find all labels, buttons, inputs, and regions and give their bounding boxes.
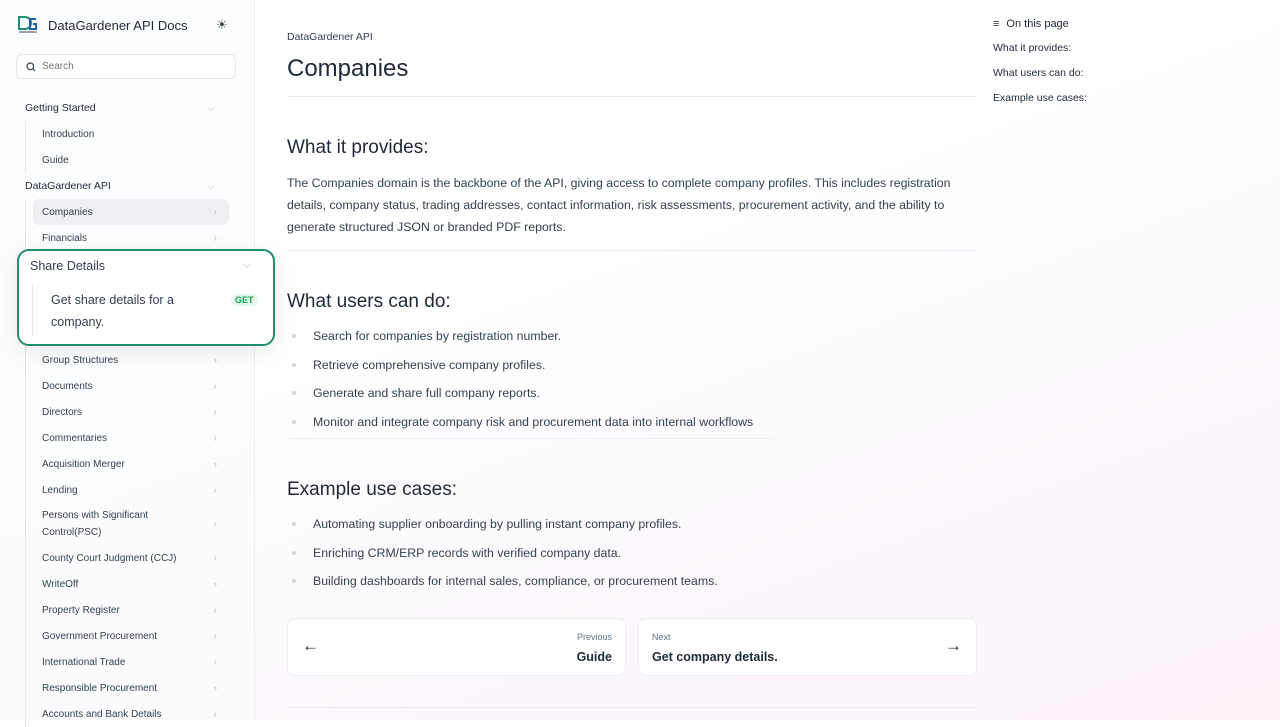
sidebar-item[interactable]: [33, 451, 229, 477]
item-label: Property Register: [42, 604, 120, 616]
toc-link[interactable]: Example use cases:: [993, 92, 1087, 104]
sidebar-nav: [16, 95, 229, 727]
sidebar-item-guide[interactable]: [33, 147, 229, 173]
item-label: Commentaries: [42, 432, 108, 444]
sidebar-item[interactable]: [33, 373, 229, 399]
divider: [287, 250, 977, 251]
item-label: WriteOff: [42, 578, 79, 590]
chevron-down-icon[interactable]: ⌵: [242, 259, 251, 271]
chevron-right-icon: ›: [213, 552, 217, 564]
list-item: Enriching CRM/ERP records with verified company data.: [287, 539, 718, 568]
chevron-right-icon: ›: [213, 484, 217, 496]
item-label: Introduction: [42, 128, 95, 140]
section-heading: Example use cases:: [287, 479, 458, 500]
sidebar-item[interactable]: [33, 675, 229, 701]
endpoint-get-share-details[interactable]: Get share details for a company.: [51, 293, 174, 329]
list-item: Generate and share full company reports.: [287, 379, 753, 408]
divider: [287, 96, 977, 97]
chevron-right-icon: ›: [213, 232, 217, 244]
search-box[interactable]: [16, 54, 236, 79]
sidebar-item[interactable]: [33, 425, 229, 451]
search-icon: [26, 62, 36, 72]
sidebar-item[interactable]: [33, 649, 229, 675]
sidebar-item[interactable]: [33, 701, 229, 727]
list-item: Retrieve comprehensive company profiles.: [287, 351, 753, 380]
sidebar-item-introduction[interactable]: [33, 121, 229, 147]
list-item: Monitor and integrate company risk and procurement data into internal workflows: [287, 408, 753, 437]
item-label: Responsible Procurement: [42, 682, 158, 694]
chevron-right-icon: ›: [213, 578, 217, 590]
breadcrumb[interactable]: DataGardener API: [287, 31, 373, 43]
toc-link[interactable]: What it provides:: [993, 42, 1072, 54]
item-label: Guide: [42, 154, 69, 166]
group-label: Getting Started: [25, 102, 96, 114]
chevron-right-icon: ›: [213, 432, 217, 444]
item-label: Financials: [42, 232, 88, 244]
item-label: Persons with Significant Control(PSC): [42, 510, 149, 538]
section-heading: What users can do:: [287, 291, 451, 312]
chevron-right-icon: ›: [213, 656, 217, 668]
users-can-do-list: [287, 322, 753, 436]
prev-title: Guide: [576, 650, 612, 664]
brand[interactable]: [18, 15, 187, 35]
item-label: Government Procurement: [42, 630, 158, 642]
prev-label: Previous: [576, 632, 612, 642]
item-label: Lending: [42, 484, 78, 496]
sidebar-item-companies[interactable]: [33, 199, 229, 225]
section-body: The Companies domain is the backbone of the API, giving access to complete company profiles. This includes registration details, company status, trading addresses, contact information, risk assessments, procurement activity, and the ability to generate structured JSON or branded PDF reports.: [287, 176, 951, 234]
use-cases-list: [287, 510, 718, 596]
chevron-right-icon: ›: [213, 708, 217, 720]
sidebar-group-datagardener-api[interactable]: [16, 173, 229, 199]
item-label: Group Structures: [42, 354, 119, 366]
item-label: International Trade: [42, 656, 126, 668]
sidebar-item[interactable]: [33, 503, 229, 545]
sidebar-item[interactable]: [33, 623, 229, 649]
theme-toggle-sun-icon[interactable]: ☀: [216, 17, 228, 32]
divider: [32, 284, 33, 336]
toc-title: On this page: [1006, 18, 1069, 30]
section-heading: What it provides:: [287, 137, 429, 158]
sidebar-item[interactable]: [33, 571, 229, 597]
item-label: County Court Judgment (CCJ): [42, 552, 177, 564]
chevron-right-icon: ›: [213, 518, 217, 530]
list-icon: ≡: [993, 18, 1000, 30]
sidebar-item[interactable]: [33, 545, 229, 571]
divider: [287, 438, 773, 439]
arrow-right-icon: →: [945, 636, 962, 655]
share-details-popup[interactable]: [17, 249, 275, 346]
sidebar-item-financials[interactable]: [33, 225, 229, 251]
table-of-contents: [993, 17, 1087, 106]
item-label: Accounts and Bank Details: [42, 708, 162, 720]
app-title: DataGardener API Docs: [48, 17, 188, 33]
next-label: Next: [652, 632, 671, 642]
list-item: Automating supplier onboarding by pulling instant company profiles.: [287, 510, 718, 539]
chevron-down-icon: ⌵: [207, 102, 215, 114]
chevron-right-icon: ›: [213, 682, 217, 694]
chevron-right-icon: ›: [213, 406, 217, 418]
chevron-right-icon: ›: [213, 380, 217, 392]
chevron-down-icon: ⌵: [207, 180, 215, 192]
chevron-right-icon: ›: [213, 630, 217, 642]
toc-link[interactable]: What users can do:: [993, 67, 1084, 79]
next-title: Get company details.: [652, 650, 778, 664]
item-label: Documents: [42, 380, 93, 392]
item-label: Companies: [42, 206, 93, 218]
datagardener-logo: [18, 15, 38, 35]
search-input[interactable]: [42, 61, 212, 72]
sidebar-item[interactable]: [33, 477, 229, 503]
item-label: Directors: [42, 406, 83, 418]
popup-title: Share Details: [30, 259, 106, 273]
previous-page-button[interactable]: [287, 618, 626, 676]
list-item: Search for companies by registration number.: [287, 322, 753, 351]
sidebar-item[interactable]: [33, 597, 229, 623]
page-title: Companies: [287, 55, 409, 82]
sidebar-item[interactable]: [33, 399, 229, 425]
arrow-left-icon: ←: [302, 636, 319, 655]
list-item: Building dashboards for internal sales, compliance, or procurement teams.: [287, 567, 718, 596]
sidebar: [0, 0, 255, 720]
chevron-right-icon: ›: [213, 604, 217, 616]
group-label: DataGardener API: [25, 180, 111, 192]
chevron-right-icon: ›: [213, 206, 217, 218]
divider: [287, 707, 977, 708]
method-badge: GET: [231, 294, 258, 306]
item-label: Acquisition Merger: [42, 458, 125, 470]
sidebar-group-getting-started[interactable]: [16, 95, 229, 121]
chevron-right-icon: ›: [213, 354, 217, 366]
sidebar-item[interactable]: [33, 347, 229, 373]
next-page-button[interactable]: [638, 618, 977, 676]
chevron-right-icon: ›: [213, 458, 217, 470]
